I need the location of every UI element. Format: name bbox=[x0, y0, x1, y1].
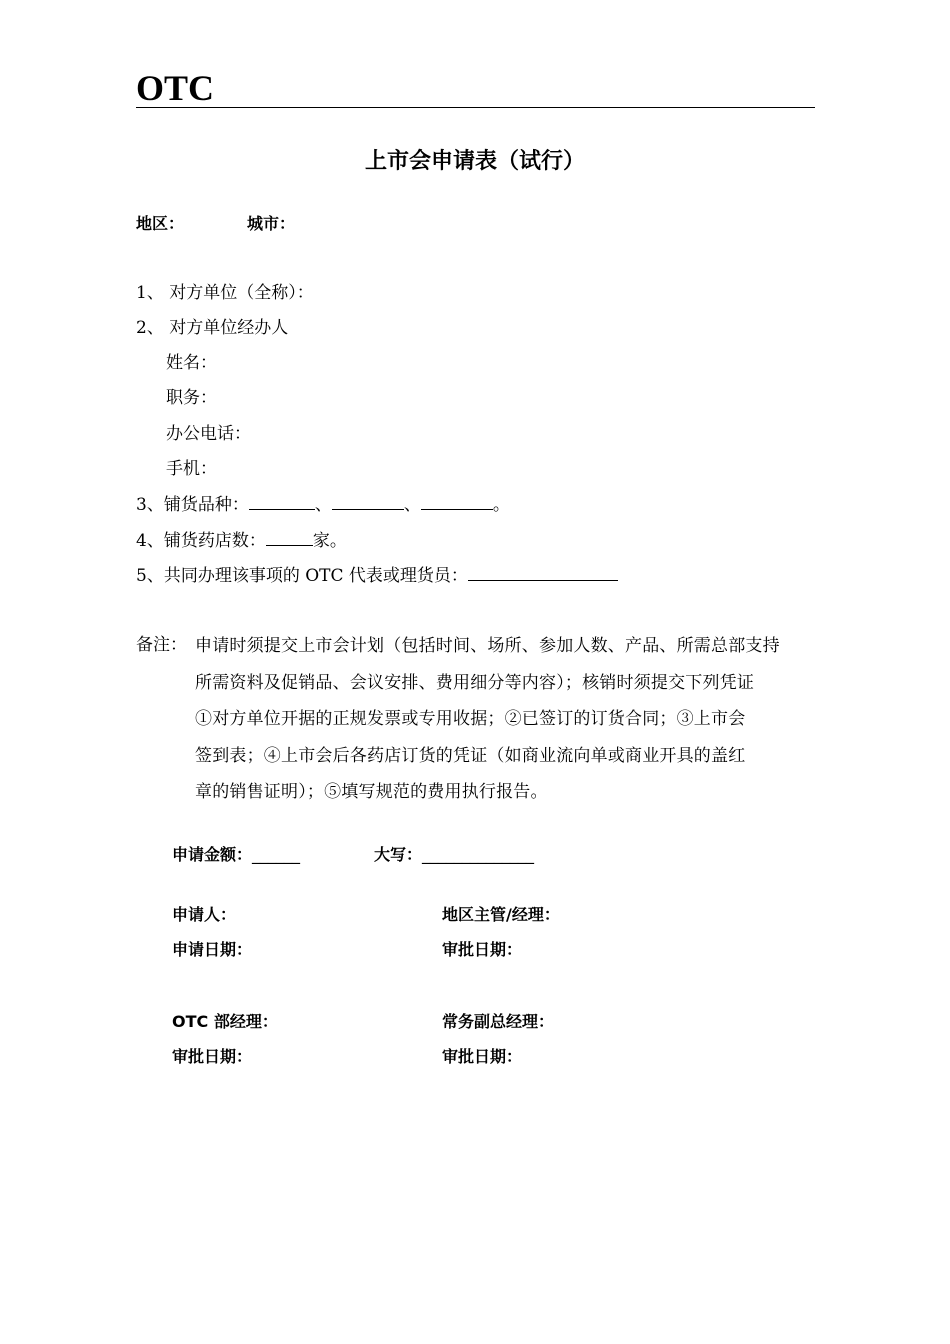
amount-label: 申请金额： bbox=[172, 845, 253, 864]
product-variety-2-blank[interactable] bbox=[332, 492, 404, 510]
product-varieties-label: 3、铺货品种： bbox=[136, 495, 249, 515]
region-label: 地区： bbox=[136, 214, 185, 233]
field-position-label: 职务： bbox=[166, 388, 217, 408]
item-pharmacy-count bbox=[136, 528, 347, 553]
otc-representative-label: 5、共同办理该事项的 OTC 代表或理货员： bbox=[136, 566, 468, 586]
product-variety-3-blank[interactable] bbox=[421, 492, 493, 510]
city-label: 城市： bbox=[247, 214, 296, 233]
separator: 、 bbox=[403, 495, 421, 515]
remarks-line: ①对方单位开据的正规发票或专用收据；②已签订的订货合同；③上市会 bbox=[195, 709, 746, 729]
otc-manager-label: OTC 部经理： bbox=[172, 1012, 278, 1031]
executive-vp-label: 常务副总经理： bbox=[442, 1012, 555, 1031]
regional-approve-date-label: 审批日期： bbox=[442, 940, 523, 959]
remarks-line: 申请时须提交上市会计划（包括时间、场所、参加人数、产品、所需总部支持 bbox=[195, 636, 780, 656]
product-variety-1-blank[interactable] bbox=[249, 492, 315, 510]
remarks-body bbox=[195, 628, 817, 811]
page-title: 上市会申请表（试行） bbox=[364, 149, 585, 174]
amount-row bbox=[172, 843, 300, 867]
separator: 、 bbox=[314, 495, 332, 515]
uppercase-amount-blank[interactable]: ______________ bbox=[422, 845, 535, 864]
field-name-label: 姓名： bbox=[166, 353, 217, 373]
remarks-label: 备注： bbox=[136, 635, 187, 655]
remarks-line: 章的销售证明）；⑤填写规范的费用执行报告。 bbox=[195, 782, 548, 802]
header-divider bbox=[136, 107, 815, 108]
pharmacy-count-blank[interactable] bbox=[266, 528, 313, 546]
item-counterpart-unit: 1、 对方单位（全称）： bbox=[136, 283, 314, 303]
otc-approve-date-label: 审批日期： bbox=[172, 1047, 253, 1066]
remarks-line: 所需资料及促销品、会议安排、费用细分等内容）；核销时须提交下列凭证 bbox=[195, 672, 755, 693]
item-otc-representative bbox=[136, 563, 618, 588]
applicant-label: 申请人： bbox=[172, 905, 237, 924]
pharmacy-count-label: 4、铺货药店数： bbox=[136, 531, 266, 551]
field-office-phone-label: 办公电话： bbox=[166, 424, 251, 444]
header-brand: OTC bbox=[136, 68, 215, 108]
regional-manager-label: 地区主管/经理： bbox=[442, 905, 560, 924]
apply-date-label: 申请日期： bbox=[172, 940, 253, 959]
pharmacy-count-unit: 家。 bbox=[312, 531, 347, 551]
uppercase-amount-row bbox=[374, 843, 534, 867]
uppercase-amount-label: 大写： bbox=[374, 845, 423, 864]
vp-approve-date-label: 审批日期： bbox=[442, 1047, 523, 1066]
field-mobile-label: 手机： bbox=[166, 459, 217, 479]
item-counterpart-contact: 2、 对方单位经办人 bbox=[136, 318, 289, 338]
amount-blank[interactable]: ______ bbox=[252, 845, 301, 864]
item-product-varieties bbox=[136, 492, 510, 517]
period: 。 bbox=[492, 495, 510, 515]
remarks-line: 签到表；④上市会后各药店订货的凭证（如商业流向单或商业开具的盖红 bbox=[195, 745, 746, 766]
otc-representative-blank[interactable] bbox=[468, 563, 618, 581]
